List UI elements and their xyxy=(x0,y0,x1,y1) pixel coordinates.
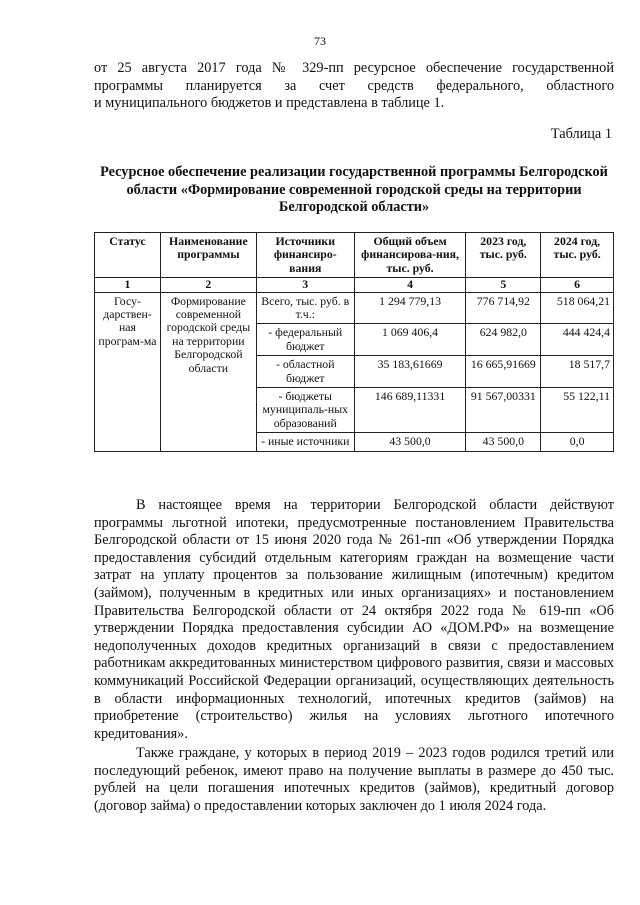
body-paragraph-family-payment: Также граждане, у которых в период 2019 – 2023 годов родился третий или последующий ребенок, имеют право на получение выплаты в размере до 450 тыс. рублей на цели погашения ипотечных кредитов (займов), кредитный договор (договор займа) о предоставлении которых заключен до 1 июля 2024 года. xyxy=(94,745,614,814)
funding-table xyxy=(94,232,614,452)
column-numbers-row xyxy=(95,278,614,292)
program-name-cell: Формирование современной городской среды на территории Белгородской области xyxy=(160,292,256,451)
header-status: Статус xyxy=(95,233,161,278)
source-cell: - бюджеты муниципаль-ных образований xyxy=(256,388,354,433)
year-2023-cell: 16 665,91669 xyxy=(466,356,541,388)
column-number: 1 xyxy=(95,278,161,292)
total-cell: 43 500,0 xyxy=(354,433,466,451)
total-cell: 1 069 406,4 xyxy=(354,324,466,356)
page-number: 73 xyxy=(314,34,326,48)
column-number: 5 xyxy=(466,278,541,292)
year-2024-cell: 518 064,21 xyxy=(541,292,614,324)
year-2023-cell: 624 982,0 xyxy=(466,324,541,356)
source-cell: - федеральный бюджет xyxy=(256,324,354,356)
year-2024-cell: 444 424,4 xyxy=(541,324,614,356)
column-number: 2 xyxy=(160,278,256,292)
table-caption: Таблица 1 xyxy=(550,126,612,142)
total-cell: 35 183,61669 xyxy=(354,356,466,388)
intro-line-3: и муниципального бюджетов и представлена в таблице 1. xyxy=(94,95,445,112)
column-number: 4 xyxy=(354,278,466,292)
year-2024-cell: 0,0 xyxy=(541,433,614,451)
intro-line-1: от 25 августа 2017 года № 329-пп ресурсное обеспечение государственной xyxy=(94,60,614,76)
table-row xyxy=(95,292,614,324)
year-2024-cell: 18 517,7 xyxy=(541,356,614,388)
intro-line-2: программы планируется за счет средств федерального, областного xyxy=(94,77,614,94)
source-cell: - областной бюджет xyxy=(256,356,354,388)
source-cell: Всего, тыс. руб. в т.ч.: xyxy=(256,292,354,324)
year-2024-cell: 55 122,11 xyxy=(541,388,614,433)
table-title: Ресурсное обеспечение реализации государственной программы Белгородской области «Формирование современной городской среды на территории Белгородской области» xyxy=(100,164,608,216)
year-2023-cell: 91 567,00331 xyxy=(466,388,541,433)
source-cell: - иные источники xyxy=(256,433,354,451)
header-year-2024: 2024 год, тыс. руб. xyxy=(541,233,614,278)
header-year-2023: 2023 год, тыс. руб. xyxy=(466,233,541,278)
intro-paragraph xyxy=(94,60,614,113)
column-number: 6 xyxy=(541,278,614,292)
total-cell: 146 689,11331 xyxy=(354,388,466,433)
header-funding-sources: Источники финансиро-вания xyxy=(256,233,354,278)
column-number: 3 xyxy=(256,278,354,292)
year-2023-cell: 43 500,0 xyxy=(466,433,541,451)
status-cell: Госу-дарствен-ная програм-ма xyxy=(95,292,161,451)
header-total-funding: Общий объем финансирова-ния, тыс. руб. xyxy=(354,233,466,278)
total-cell: 1 294 779,13 xyxy=(354,292,466,324)
body-paragraph-mortgage-programs: В настоящее время на территории Белгородской области действуют программы льготной ипотеки, предусмотренные постановлением Правительства Белгородской области от 15 июня 2020 года № 261-пп «Об утверждении Порядка предоставления субсидий отдельным категориям граждан на возмещение части затрат на уплату процентов за пользование жилищным (ипотечным) кредитом (займом), полученным в кредитных или иных организациях» и постановлением Правительства Белгородской области от 24 октября 2022 года № 619-пп «Об утверждении Порядка предоставления субсидии АО «ДОМ.РФ» на возмещение недополученных доходов кредитных организаций в связи с предоставлением работникам аккредитованных министерством цифрового развития, связи и массовых коммуникаций Российской Федерации организаций, осуществляющих деятельность в области информационных технологий, ипотечных кредитов (займов) на приобретение (строительство) жилья на условиях льготного ипотечного кредитования». xyxy=(94,497,614,742)
header-program-name: Наименование программы xyxy=(160,233,256,278)
year-2023-cell: 776 714,92 xyxy=(466,292,541,324)
table-header-row xyxy=(95,233,614,278)
